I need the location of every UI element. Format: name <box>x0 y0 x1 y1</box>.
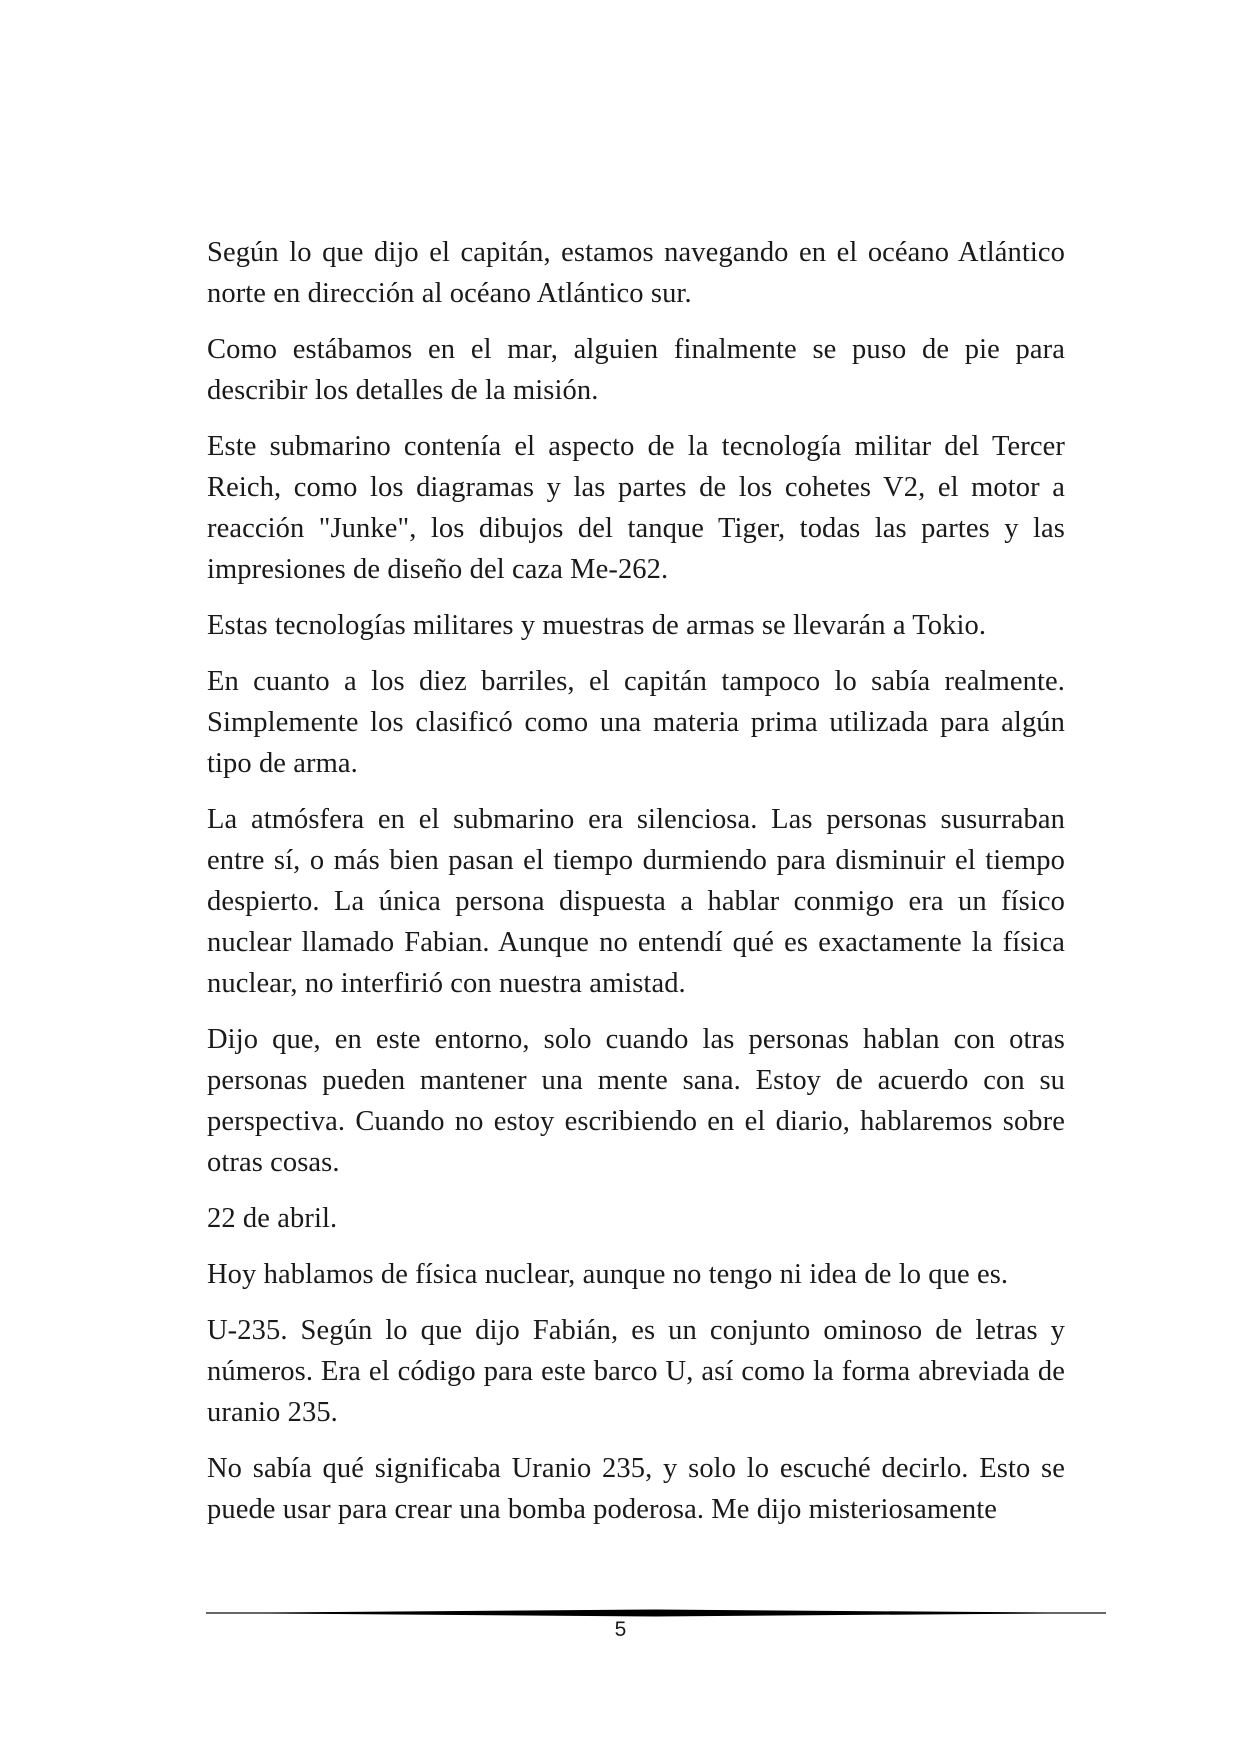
paragraph: Hoy hablamos de física nuclear, aunque no tengo ni idea de lo que es. <box>207 1259 1009 1290</box>
paragraph: Según lo que dijo el capitán, estamos navegando en el océano Atlántico norte en dirección al océano Atlántico sur. <box>207 237 1065 309</box>
paragraph: Como estábamos en el mar, alguien finalmente se puso de pie para describir los detalles de la misión. <box>207 334 1065 406</box>
paragraph: La atmósfera en el submarino era silenciosa. Las personas susurraban entre sí, o más bien pasan el tiempo durmiendo para disminuir el tiempo despierto. La única persona dispuesta a hablar conmigo era un físico nuclear llamado Fabian. Aunque no entendí qué es exactamente la física nuclear, no interfirió con nuestra amistad. <box>207 804 1065 999</box>
paragraph: No sabía qué significaba Uranio 235, y solo lo escuché decirlo. Esto se puede usar para crear una bomba poderosa. Me dijo misteriosamente <box>207 1453 1065 1525</box>
paragraph: Este submarino contenía el aspecto de la tecnología militar del Tercer Reich, como los diagramas y las partes de los cohetes V2, el motor a reacción "Junke", los dibujos del tanque Tiger, todas las partes y las impresiones de diseño del caza Me-262. <box>207 431 1065 585</box>
paragraph: U-235. Según lo que dijo Fabián, es un conjunto ominoso de letras y números. Era el código para este barco U, así como la forma abreviada de uranio 235. <box>207 1315 1065 1428</box>
paragraph: En cuanto a los diez barriles, el capitán tampoco lo sabía realmente. Simplemente los clasificó como una materia prima utilizada para algún tipo de arma. <box>207 666 1065 779</box>
page-number: 5 <box>614 1618 627 1641</box>
body-text <box>207 232 1065 1545</box>
date-heading: 22 de abril. <box>207 1203 338 1234</box>
paragraph: Dijo que, en este entorno, solo cuando las personas hablan con otras personas pueden mantener una mente sana. Estoy de acuerdo con su perspectiva. Cuando no estoy escribiendo en el diario, hablaremos sobre otras cosas. <box>207 1024 1065 1178</box>
paragraph: Estas tecnologías militares y muestras de armas se llevarán a Tokio. <box>207 610 987 641</box>
